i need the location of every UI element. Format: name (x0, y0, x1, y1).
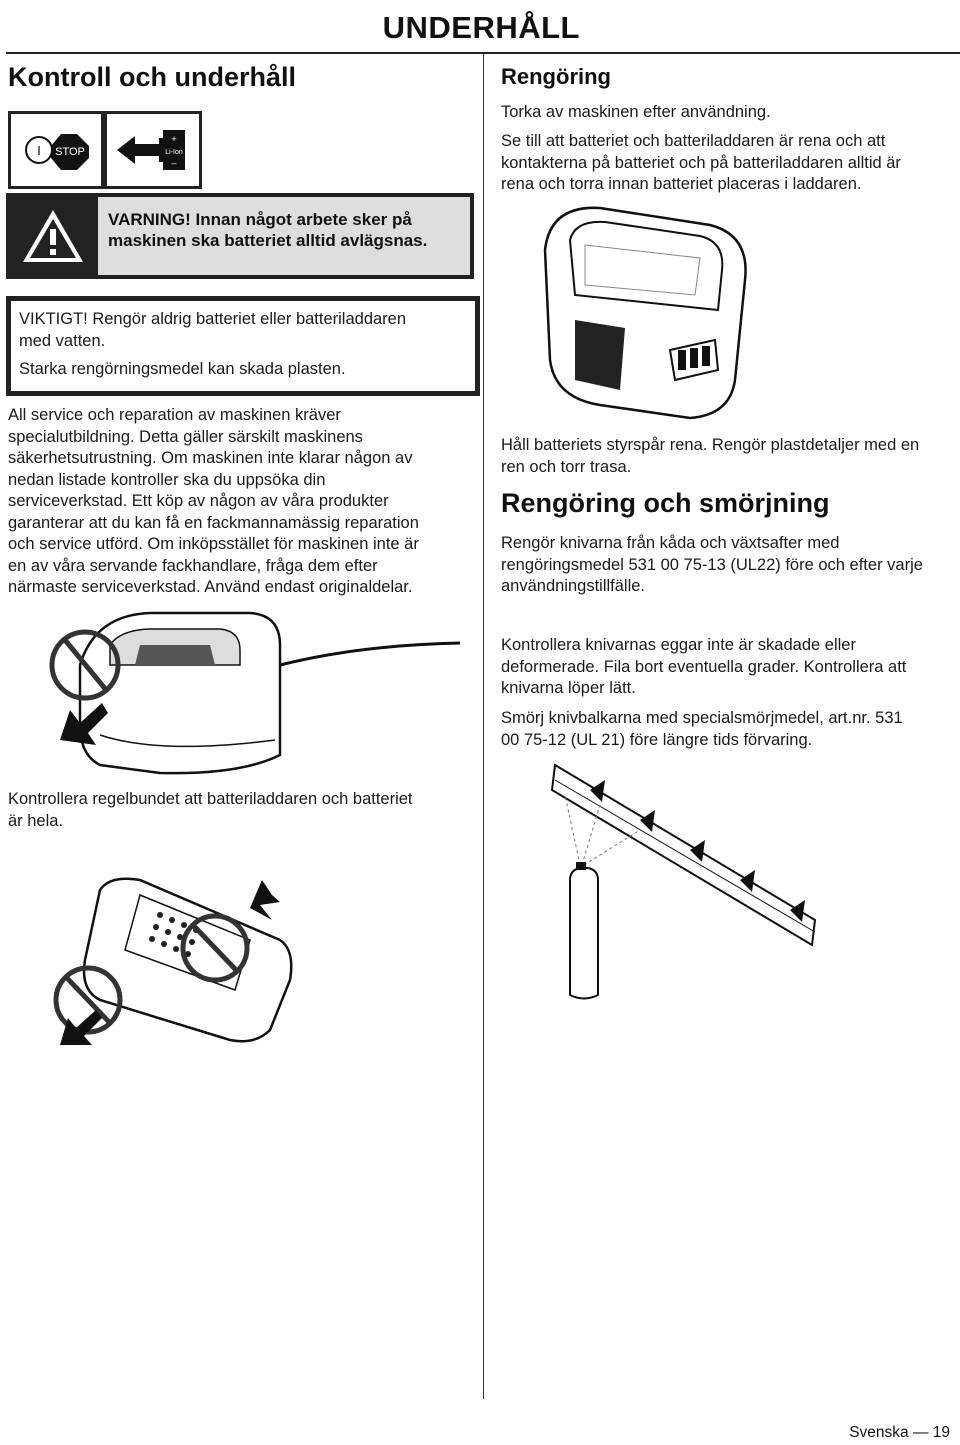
text-line: All service och reparation av maskinen kräver (8, 406, 341, 424)
text-line: Se till att batteriet och batteriladdaren är rena och att (501, 132, 886, 150)
text-line: kontakterna på batteriet och på batteriladdaren alltid är (501, 153, 901, 172)
check-paragraph (8, 789, 413, 832)
text-line: nedan listade kontroller ska du uppsöka din (8, 470, 326, 489)
text-line: Kontrollera regelbundet att batteriladdaren och batteriet (8, 790, 413, 808)
text-line: knivarna löper lätt. (501, 679, 636, 697)
svg-text:+: + (171, 134, 177, 144)
important-line: med vatten. (19, 331, 106, 350)
text-line: 00 75-12 (UL 21) före längre tids förvaring. (501, 730, 813, 749)
battery-top-illustration (530, 200, 770, 430)
svg-text:–: – (171, 158, 177, 168)
keep-clean-paragraph (501, 435, 919, 478)
text-line: rena och torra innan batteriet placeras i laddaren. (501, 175, 862, 193)
section-title-cleaning: Rengöring (501, 64, 611, 89)
stop-icon-box (8, 111, 104, 189)
text-line: serviceverkstad. Ett köp av någon av våra produkter (8, 492, 389, 510)
text-line: Håll batteriets styrspår rena. Rengör plastdetaljer med en (501, 436, 920, 454)
battery-label: Li-Ion (165, 149, 183, 156)
text-line: närmaste serviceverkstad. Använd endast originaldelar. (8, 578, 413, 596)
cleaning-paragraph-1: Torka av maskinen efter användning. (501, 103, 771, 121)
lubrication-paragraph-3 (501, 708, 903, 751)
important-line: Starka rengörningsmedel kan skada plasten. (19, 360, 346, 378)
lubrication-paragraph-2 (501, 635, 906, 700)
column-divider (483, 54, 484, 1399)
text-line: deformerade. Fila bort eventuella grader. Kontrollera att (501, 657, 907, 676)
text-line: Smörj knivbalkarna med specialsmörjmedel, art.nr. 531 (501, 709, 903, 727)
text-line: rengöringsmedel 531 00 75-13 (UL22) före och efter varje (501, 555, 923, 574)
section-title-maintenance: Kontroll och underhåll (8, 62, 296, 92)
warning-line: maskinen ska batteriet alltid avlägsnas. (108, 231, 428, 250)
warning-panel (98, 197, 470, 275)
battery-pack-illustration (40, 850, 340, 1050)
text-line: säkerhetsutrustning. Om maskinen inte klarar någon av (8, 449, 413, 467)
text-line: Kontrollera knivarnas eggar inte är skadade eller (501, 636, 856, 654)
warning-box (6, 193, 474, 279)
blade-lubrication-illustration (550, 760, 820, 1010)
text-line: en av våra servande fackhandlare, fråga dem efter (8, 556, 378, 575)
section-title-lubrication: Rengöring och smörjning (501, 488, 830, 518)
page-header-title: UNDERHÅLL (382, 10, 580, 45)
battery-removal-icon (107, 114, 199, 186)
service-paragraph (8, 405, 419, 599)
text-line: och service utförd. Om inköpsstället för maskinen inte är (8, 535, 419, 553)
page-footer: Svenska — 19 (849, 1424, 950, 1441)
text-line: är hela. (8, 811, 64, 830)
important-notice-box (6, 296, 480, 396)
warning-triangle-icon (20, 207, 86, 265)
stop-label: STOP (55, 146, 85, 158)
charger-illustration (40, 605, 480, 780)
warning-line: VARNING! Innan något arbete sker på (108, 210, 412, 229)
text-line: ren och torr trasa. (501, 457, 632, 476)
warning-text (108, 209, 427, 251)
lubrication-paragraph-1 (501, 533, 923, 598)
text-line: användningstillfälle. (501, 577, 646, 595)
cleaning-paragraph-2 (501, 131, 901, 196)
stop-icon (11, 114, 101, 186)
svg-text:I: I (37, 143, 41, 158)
remove-battery-icon-box (104, 111, 202, 189)
text-line: specialutbildning. Detta gäller särskilt maskinens (8, 427, 363, 446)
important-line: VIKTIGT! Rengör aldrig batteriet eller batteriladdaren (19, 310, 407, 328)
text-line: Rengör knivarna från kåda och växtsafter med (501, 534, 840, 552)
text-line: garanterar att du kan få en fackmannamässig reparation (8, 513, 419, 532)
